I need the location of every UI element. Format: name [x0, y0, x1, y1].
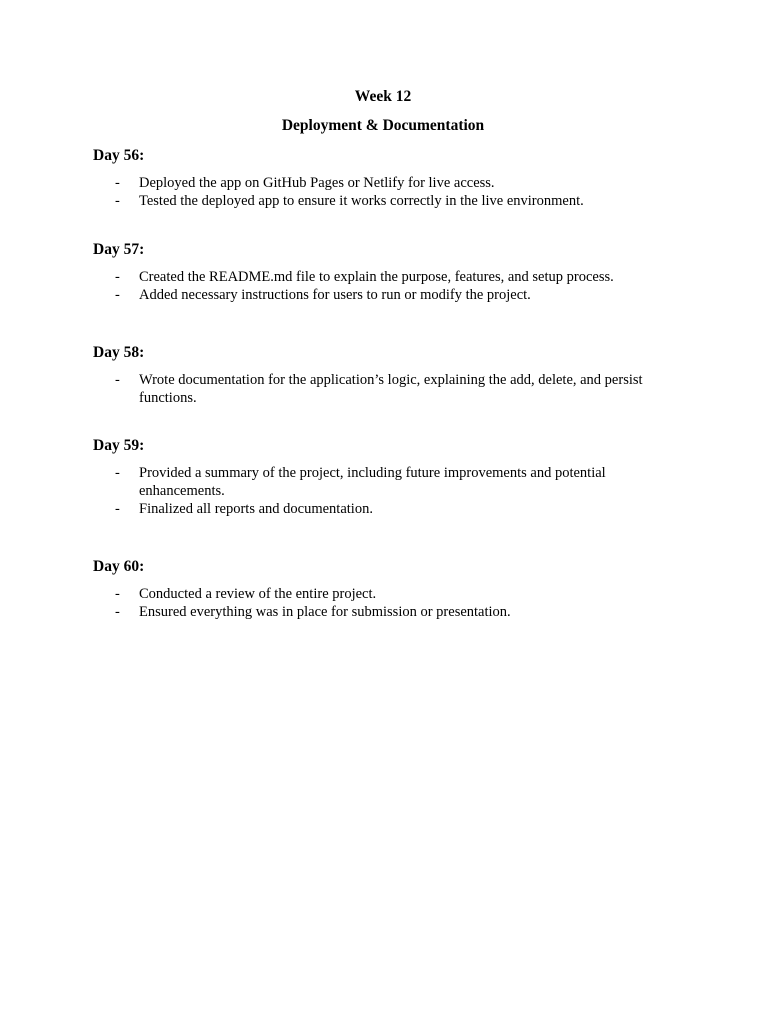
day-heading: Day 56:: [93, 147, 145, 164]
task-text: Tested the deployed app to ensure it works correctly in the live environment.: [139, 193, 584, 209]
task-text: Added necessary instructions for users to run or modify the project.: [139, 287, 531, 303]
task-text: Created the README.md file to explain the purpose, features, and setup process.: [139, 269, 614, 285]
dash-bullet: -: [115, 193, 120, 209]
dash-bullet: -: [115, 586, 120, 602]
task-item: [93, 268, 673, 286]
task-item: [93, 371, 673, 407]
dash-bullet: -: [115, 501, 120, 517]
day-heading: Day 58:: [93, 344, 145, 361]
dash-bullet: -: [115, 604, 120, 620]
day-section-57: [93, 240, 673, 304]
task-item: [93, 464, 673, 500]
task-text: Finalized all reports and documentation.: [139, 501, 373, 517]
dash-bullet: -: [115, 287, 120, 303]
task-text: Conducted a review of the entire project.: [139, 586, 377, 602]
task-item: [93, 286, 673, 304]
day-heading: Day 60:: [93, 558, 145, 575]
task-item: [93, 585, 673, 603]
task-text: Provided a summary of the project, including future improvements and potential enhancements.: [139, 465, 606, 499]
dash-bullet: -: [115, 372, 120, 388]
day-heading: Day 59:: [93, 437, 145, 454]
task-item: [93, 500, 673, 518]
section-title: Deployment & Documentation: [281, 117, 485, 134]
dash-bullet: -: [115, 269, 120, 285]
task-list: [93, 371, 673, 407]
day-heading: Day 57:: [93, 241, 145, 258]
task-item: [93, 174, 673, 192]
dash-bullet: -: [115, 175, 120, 191]
week-title: Week 12: [354, 88, 412, 105]
day-section-59: [93, 436, 673, 518]
task-list: [93, 268, 673, 304]
task-list: [93, 585, 673, 621]
task-list: [93, 464, 673, 518]
task-text: Ensured everything was in place for submission or presentation.: [139, 604, 511, 620]
task-list: [93, 174, 673, 210]
task-item: [93, 603, 673, 621]
day-section-56: [93, 146, 673, 210]
task-item: [93, 192, 673, 210]
dash-bullet: -: [115, 465, 120, 481]
day-section-58: [93, 343, 673, 407]
task-text: Wrote documentation for the application’s logic, explaining the add, delete, and persist functions.: [139, 372, 643, 406]
task-text: Deployed the app on GitHub Pages or Netlify for live access.: [139, 175, 495, 191]
day-section-60: [93, 557, 673, 621]
